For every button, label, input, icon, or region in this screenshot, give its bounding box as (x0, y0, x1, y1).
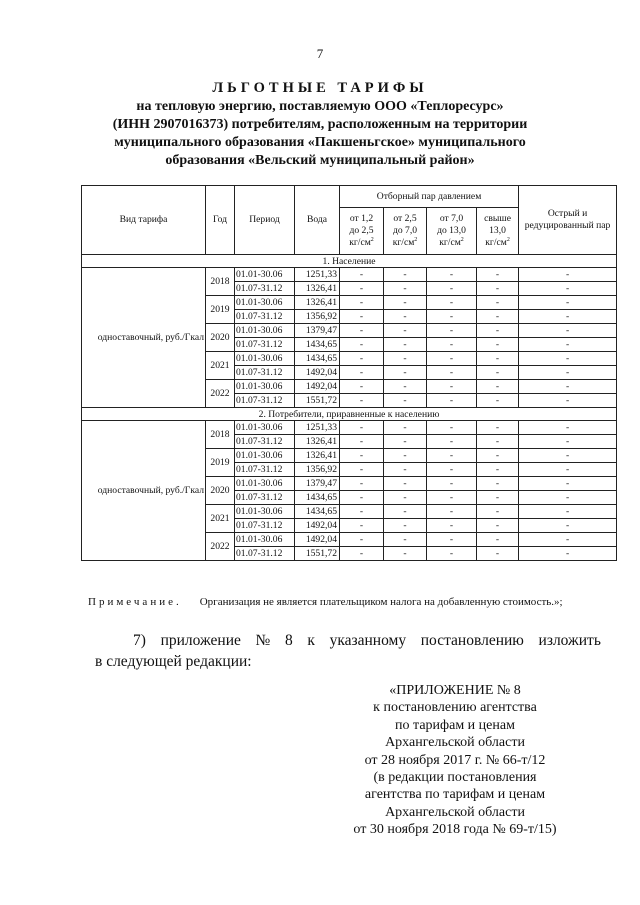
dash-cell: - (427, 268, 477, 282)
dash-cell: - (384, 547, 427, 561)
dash-cell: - (340, 338, 384, 352)
footnote (88, 596, 563, 608)
dash-cell: - (427, 310, 477, 324)
document-title: ЛЬГОТНЫЕ ТАРИФЫ (212, 80, 428, 96)
dash-cell: - (427, 296, 477, 310)
year-cell: 2019 (206, 449, 235, 477)
dash-cell: - (477, 463, 519, 477)
dash-cell: - (519, 282, 617, 296)
period-cell: 01.07-31.12 (235, 366, 295, 380)
appendix-line: агентства по тарифам и ценам (364, 787, 546, 803)
dash-cell: - (340, 296, 384, 310)
footnote-label: Примечание. (88, 596, 182, 608)
footnote-text: Организация не является плательщиком налога на добавленную стоимость.»; (199, 596, 563, 608)
dash-cell: - (427, 547, 477, 561)
paragraph-7 (95, 630, 601, 672)
dash-cell: - (427, 366, 477, 380)
water-cell: 1356,92 (295, 310, 340, 324)
period-cell: 01.01-30.06 (235, 324, 295, 338)
dash-cell: - (477, 366, 519, 380)
dash-cell: - (477, 282, 519, 296)
dash-cell: - (340, 352, 384, 366)
dash-cell: - (384, 435, 427, 449)
dash-cell: - (477, 296, 519, 310)
dash-cell: - (340, 268, 384, 282)
dash-cell: - (340, 394, 384, 408)
appendix-line: по тарифам и ценам (395, 717, 515, 733)
period-cell: 01.07-31.12 (235, 463, 295, 477)
header-steam-1-2-2-5: от 1,2 до 2,5 $кг/см^2$ (340, 208, 384, 255)
dash-cell: - (384, 282, 427, 296)
header-sharp-steam: Острый и редуцированный пар (519, 186, 617, 255)
dash-cell: - (477, 324, 519, 338)
dash-cell: - (384, 421, 427, 435)
appendix-line: Архангельской области (385, 735, 525, 751)
document-subtitle-line-2: (ИНН 2907016373) потребителям, расположенным на территории (112, 117, 528, 132)
period-cell: 01.07-31.12 (235, 394, 295, 408)
water-cell: 1379,47 (295, 477, 340, 491)
dash-cell: - (519, 352, 617, 366)
water-cell: 1492,04 (295, 533, 340, 547)
year-cell: 2022 (206, 380, 235, 408)
water-cell: 1551,72 (295, 394, 340, 408)
dash-cell: - (427, 421, 477, 435)
header-steam: Отборный пар давлением (340, 186, 519, 208)
dash-cell: - (519, 463, 617, 477)
dash-cell: - (477, 268, 519, 282)
water-cell: 1326,41 (295, 296, 340, 310)
period-cell: 01.01-30.06 (235, 421, 295, 435)
dash-cell: - (427, 435, 477, 449)
appendix-line: (в редакции постановления (373, 770, 537, 786)
document-subtitle-line-3: муниципального образования «Пакшеньгское» муниципального (114, 135, 526, 150)
dash-cell: - (384, 505, 427, 519)
table-row (82, 421, 617, 435)
section-row (82, 255, 617, 268)
paragraph-word: указанному (329, 632, 407, 649)
period-cell: 01.01-30.06 (235, 296, 295, 310)
water-cell: 1492,04 (295, 380, 340, 394)
water-cell: 1326,41 (295, 435, 340, 449)
water-cell: 1492,04 (295, 366, 340, 380)
dash-cell: - (384, 477, 427, 491)
period-cell: 01.01-30.06 (235, 505, 295, 519)
dash-cell: - (384, 268, 427, 282)
dash-cell: - (427, 338, 477, 352)
dash-cell: - (384, 366, 427, 380)
dash-cell: - (519, 449, 617, 463)
water-cell: 1251,33 (295, 421, 340, 435)
dash-cell: - (384, 533, 427, 547)
dash-cell: - (384, 338, 427, 352)
dash-cell: - (477, 394, 519, 408)
dash-cell: - (477, 338, 519, 352)
dash-cell: - (340, 463, 384, 477)
paragraph-word: № (255, 632, 271, 649)
period-cell: 01.07-31.12 (235, 491, 295, 505)
dash-cell: - (519, 380, 617, 394)
dash-cell: - (519, 268, 617, 282)
dash-cell: - (384, 352, 427, 366)
tariff-type-cell: одноставочный, руб./Гкал (82, 268, 206, 408)
dash-cell: - (427, 477, 477, 491)
dash-cell: - (477, 380, 519, 394)
dash-cell: - (340, 477, 384, 491)
header-steam-2-5-7-0: от 2,5 до 7,0 $кг/см^2$ (384, 208, 427, 255)
dash-cell: - (340, 519, 384, 533)
document-subtitle-line-4: образования «Вельский муниципальный район» (165, 153, 475, 168)
dash-cell: - (477, 519, 519, 533)
header-steam-7-0-13-0: от 7,0 до 13,0 $кг/см^2$ (427, 208, 477, 255)
dash-cell: - (340, 491, 384, 505)
dash-cell: - (427, 519, 477, 533)
dash-cell: - (384, 491, 427, 505)
appendix-line: от 30 ноября 2018 года № 69-т/15) (353, 822, 557, 838)
dash-cell: - (427, 282, 477, 296)
period-cell: 01.07-31.12 (235, 519, 295, 533)
water-cell: 1434,65 (295, 505, 340, 519)
dash-cell: - (384, 296, 427, 310)
table-body (82, 255, 617, 561)
dash-cell: - (427, 505, 477, 519)
dash-cell: - (340, 324, 384, 338)
dash-cell: - (519, 505, 617, 519)
dash-cell: - (519, 435, 617, 449)
year-cell: 2021 (206, 352, 235, 380)
dash-cell: - (340, 449, 384, 463)
dash-cell: - (477, 477, 519, 491)
year-cell: 2021 (206, 505, 235, 533)
water-cell: 1492,04 (295, 519, 340, 533)
dash-cell: - (340, 310, 384, 324)
section-title: 2. Потребители, приравненные к населению (82, 408, 617, 421)
dash-cell: - (340, 421, 384, 435)
dash-cell: - (519, 533, 617, 547)
header-year: Год (206, 186, 235, 255)
header-steam-over-13-0: свыше 13,0 $кг/см^2$ (477, 208, 519, 255)
dash-cell: - (519, 310, 617, 324)
paragraph-word: 7) (133, 632, 146, 649)
document-subtitle-line-1: на тепловую энергию, поставляемую ООО «Теплоресурс» (136, 99, 504, 114)
dash-cell: - (427, 533, 477, 547)
dash-cell: - (340, 435, 384, 449)
water-cell: 1326,41 (295, 282, 340, 296)
dash-cell: - (519, 547, 617, 561)
dash-cell: - (427, 449, 477, 463)
paragraph-word: к (307, 632, 315, 649)
period-cell: 01.07-31.12 (235, 282, 295, 296)
dash-cell: - (427, 352, 477, 366)
dash-cell: - (340, 282, 384, 296)
dash-cell: - (427, 324, 477, 338)
year-cell: 2022 (206, 533, 235, 561)
water-cell: 1434,65 (295, 338, 340, 352)
dash-cell: - (384, 324, 427, 338)
dash-cell: - (340, 366, 384, 380)
dash-cell: - (519, 519, 617, 533)
appendix-line: к постановлению агентства (373, 700, 537, 716)
dash-cell: - (519, 338, 617, 352)
header-water: Вода (295, 186, 340, 255)
period-cell: 01.01-30.06 (235, 477, 295, 491)
water-cell: 1434,65 (295, 491, 340, 505)
dash-cell: - (384, 519, 427, 533)
section-title: 1. Население (82, 255, 617, 268)
water-cell: 1251,33 (295, 268, 340, 282)
dash-cell: - (477, 491, 519, 505)
dash-cell: - (340, 533, 384, 547)
period-cell: 01.01-30.06 (235, 533, 295, 547)
dash-cell: - (384, 310, 427, 324)
year-cell: 2018 (206, 421, 235, 449)
dash-cell: - (477, 352, 519, 366)
dash-cell: - (519, 394, 617, 408)
paragraph-line-2: в следующей редакции: (95, 653, 252, 670)
water-cell: 1434,65 (295, 352, 340, 366)
dash-cell: - (340, 505, 384, 519)
page-number: 7 (316, 46, 324, 61)
dash-cell: - (519, 324, 617, 338)
period-cell: 01.01-30.06 (235, 449, 295, 463)
dash-cell: - (384, 449, 427, 463)
period-cell: 01.07-31.12 (235, 310, 295, 324)
dash-cell: - (519, 366, 617, 380)
period-cell: 01.07-31.12 (235, 547, 295, 561)
paragraph-word: постановлению (420, 632, 524, 649)
period-cell: 01.01-30.06 (235, 380, 295, 394)
section-row (82, 408, 617, 421)
year-cell: 2020 (206, 477, 235, 505)
tariff-type-cell: одноставочный, руб./Гкал (82, 421, 206, 561)
appendix-line: «ПРИЛОЖЕНИЕ № 8 (389, 683, 521, 698)
dash-cell: - (519, 296, 617, 310)
header-period: Период (235, 186, 295, 255)
year-cell: 2020 (206, 324, 235, 352)
paragraph-word: 8 (284, 632, 293, 649)
header-tariff-type: Вид тарифа (82, 186, 206, 255)
dash-cell: - (384, 463, 427, 477)
period-cell: 01.01-30.06 (235, 268, 295, 282)
dash-cell: - (427, 394, 477, 408)
dash-cell: - (519, 477, 617, 491)
dash-cell: - (477, 449, 519, 463)
dash-cell: - (519, 421, 617, 435)
dash-cell: - (427, 491, 477, 505)
paragraph-word: изложить (538, 632, 601, 649)
water-cell: 1551,72 (295, 547, 340, 561)
water-cell: 1326,41 (295, 449, 340, 463)
water-cell: 1379,47 (295, 324, 340, 338)
appendix-line: от 28 ноября 2017 г. № 66-т/12 (364, 752, 546, 768)
table-row (82, 268, 617, 282)
dash-cell: - (477, 421, 519, 435)
year-cell: 2019 (206, 296, 235, 324)
paragraph-word: приложение (160, 632, 241, 649)
water-cell: 1356,92 (295, 463, 340, 477)
year-cell: 2018 (206, 268, 235, 296)
dash-cell: - (384, 394, 427, 408)
appendix-line: Архангельской области (385, 804, 525, 820)
dash-cell: - (477, 505, 519, 519)
table-header (82, 186, 617, 255)
appendix-heading (325, 682, 585, 839)
dash-cell: - (477, 533, 519, 547)
period-cell: 01.07-31.12 (235, 338, 295, 352)
tariff-table (81, 185, 617, 561)
period-cell: 01.07-31.12 (235, 435, 295, 449)
dash-cell: - (427, 380, 477, 394)
dash-cell: - (477, 310, 519, 324)
dash-cell: - (477, 547, 519, 561)
dash-cell: - (519, 491, 617, 505)
dash-cell: - (384, 380, 427, 394)
dash-cell: - (427, 463, 477, 477)
period-cell: 01.01-30.06 (235, 352, 295, 366)
dash-cell: - (340, 547, 384, 561)
dash-cell: - (477, 435, 519, 449)
dash-cell: - (340, 380, 384, 394)
